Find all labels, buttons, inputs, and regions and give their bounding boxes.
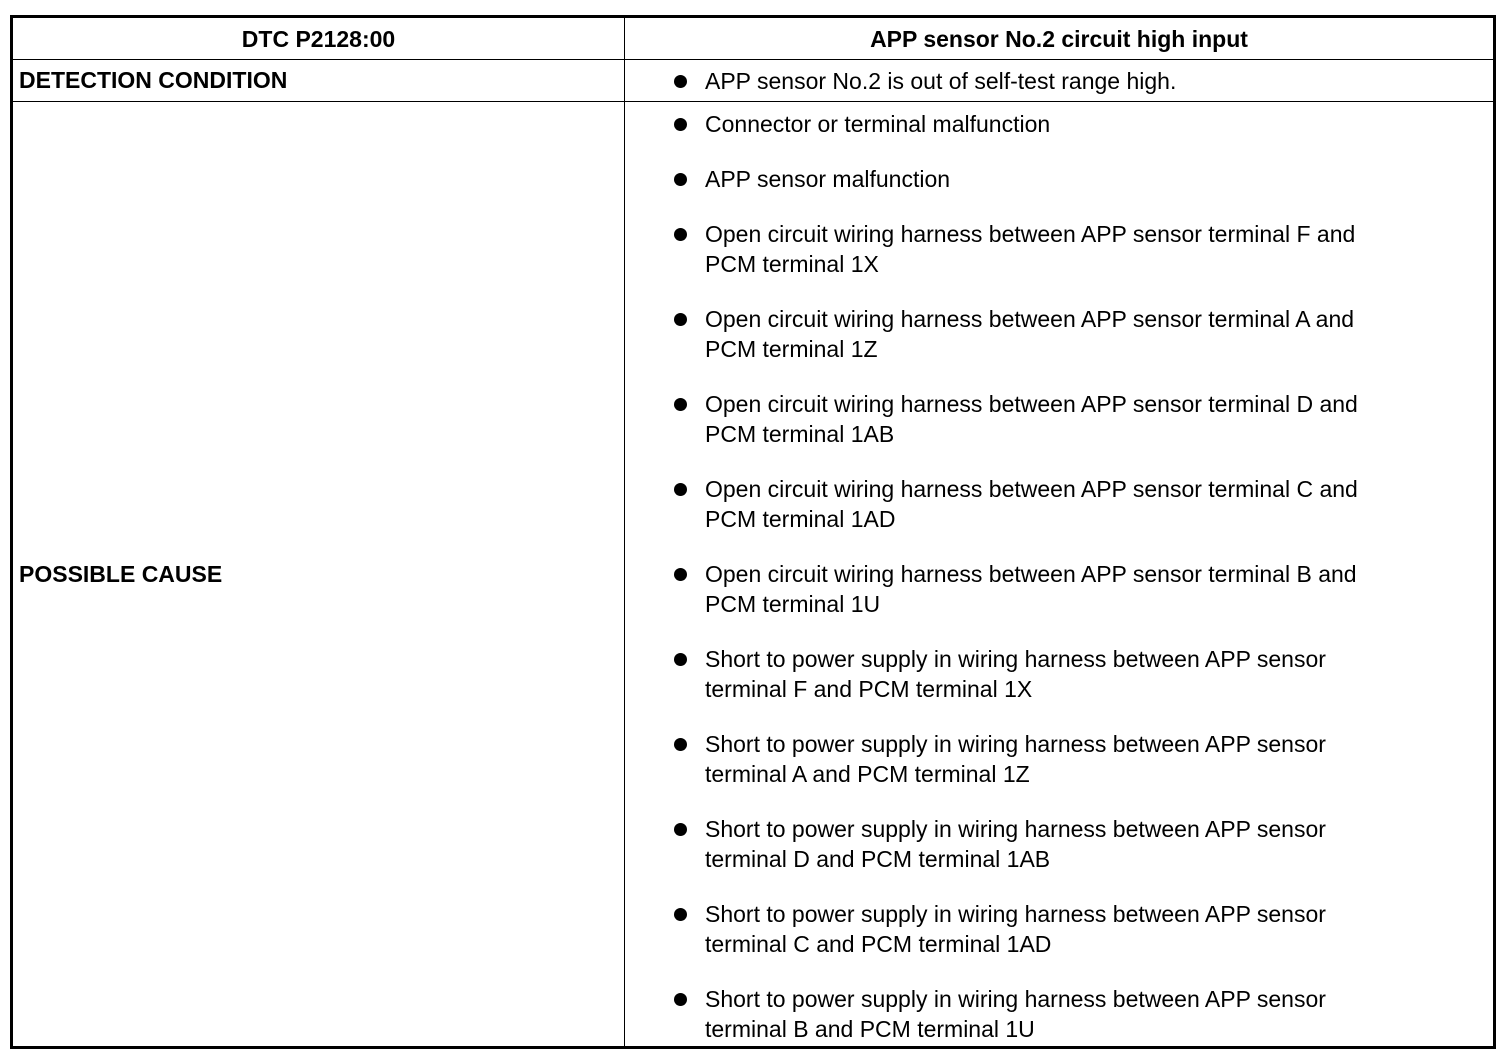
cause-list (625, 102, 1493, 1044)
list-item-text: Short to power supply in wiring harness between APP sensor (705, 986, 1326, 1012)
detection-content-cell (625, 60, 1493, 101)
bullet-icon (674, 993, 687, 1006)
bullet-icon (674, 75, 687, 88)
possible-cause-row (13, 102, 1493, 1046)
bullet-icon (674, 118, 687, 131)
bullet-icon (674, 823, 687, 836)
list-item-text: PCM terminal 1AD (705, 506, 896, 532)
list-item (625, 814, 1493, 874)
list-item-text: Short to power supply in wiring harness between APP sensor (705, 646, 1326, 672)
bullet-icon (674, 738, 687, 751)
list-item-text: Connector or terminal malfunction (705, 111, 1051, 137)
cause-label-cell (13, 102, 624, 1046)
list-item (625, 474, 1493, 534)
list-item-text: PCM terminal 1AB (705, 421, 895, 447)
list-item-text: terminal A and PCM terminal 1Z (705, 761, 1030, 787)
list-item-text: Open circuit wiring harness between APP sensor terminal C and (705, 476, 1358, 502)
list-item (625, 899, 1493, 959)
detection-label: DETECTION CONDITION (19, 67, 288, 93)
list-item-text: APP sensor No.2 is out of self-test range high. (705, 68, 1177, 94)
detection-label-cell (13, 60, 624, 101)
list-item (625, 644, 1493, 704)
bullet-icon (674, 313, 687, 326)
table-header-row (13, 18, 1493, 60)
list-item-text: Open circuit wiring harness between APP sensor terminal F and (705, 221, 1356, 247)
cause-label: POSSIBLE CAUSE (19, 560, 223, 587)
list-item (625, 729, 1493, 789)
dtc-code: DTC P2128:00 (241, 26, 396, 52)
list-item-text: terminal C and PCM terminal 1AD (705, 931, 1052, 957)
bullet-icon (674, 228, 687, 241)
list-item-text: Short to power supply in wiring harness between APP sensor (705, 731, 1326, 757)
dtc-description: APP sensor No.2 circuit high input (870, 26, 1248, 52)
list-item (625, 109, 1493, 139)
list-item-text: APP sensor malfunction (705, 166, 951, 192)
bullet-icon (674, 568, 687, 581)
list-item (625, 559, 1493, 619)
list-item-text: PCM terminal 1U (705, 591, 881, 617)
list-item (625, 164, 1493, 194)
list-item-text: PCM terminal 1Z (705, 336, 878, 362)
dtc-table (10, 15, 1496, 1049)
list-item (625, 66, 1493, 96)
bullet-icon (674, 653, 687, 666)
list-item-text: terminal F and PCM terminal 1X (705, 676, 1033, 702)
list-item-text: Open circuit wiring harness between APP sensor terminal D and (705, 391, 1358, 417)
detection-list (625, 60, 1493, 96)
bullet-icon (674, 483, 687, 496)
list-item-text: terminal B and PCM terminal 1U (705, 1016, 1035, 1042)
list-item (625, 984, 1493, 1044)
bullet-icon (674, 173, 687, 186)
list-item-text: Short to power supply in wiring harness between APP sensor (705, 816, 1326, 842)
detection-condition-row (13, 60, 1493, 102)
list-item (625, 304, 1493, 364)
list-item-text: Open circuit wiring harness between APP sensor terminal B and (705, 561, 1357, 587)
list-item (625, 389, 1493, 449)
list-item-text: terminal D and PCM terminal 1AB (705, 846, 1051, 872)
bullet-icon (674, 908, 687, 921)
list-item-text: Short to power supply in wiring harness between APP sensor (705, 901, 1326, 927)
header-description-cell (625, 18, 1493, 59)
cause-content-cell (625, 102, 1493, 1046)
bullet-icon (674, 398, 687, 411)
list-item-text: PCM terminal 1X (705, 251, 879, 277)
list-item (625, 219, 1493, 279)
header-code-cell (13, 18, 624, 59)
list-item-text: Open circuit wiring harness between APP sensor terminal A and (705, 306, 1355, 332)
